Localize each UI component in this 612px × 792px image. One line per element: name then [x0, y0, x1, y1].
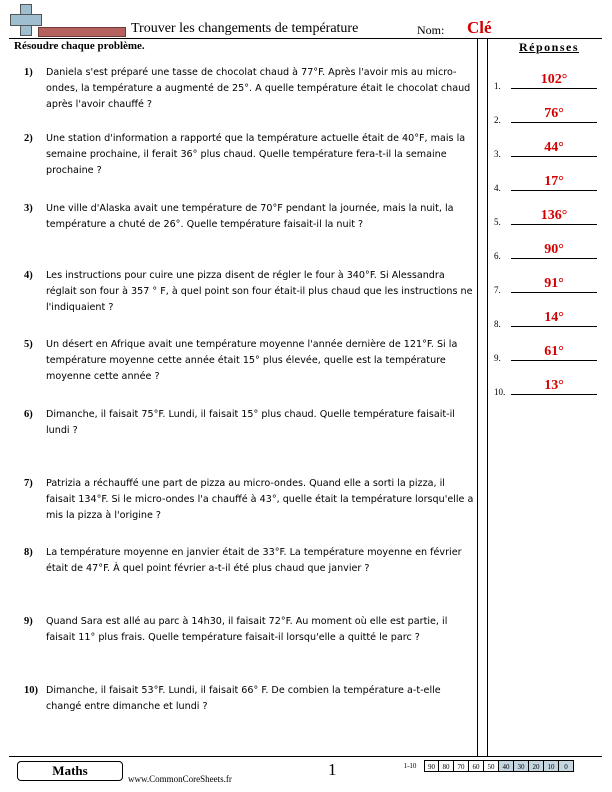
answer-line [511, 394, 597, 395]
answer-value: 91° [544, 276, 564, 291]
question-text: Une ville d'Alaska avait une température de 70°F pendant la journée, mais la nuit, la température a chuté de 26°. Quelle température faisait-il la nuit ? [46, 203, 454, 230]
answer-line [511, 292, 597, 293]
instructions: Résoudre chaque problème. [14, 40, 145, 52]
question-text: Un désert en Afrique avait une température moyenne l'année dernière de 121°F. Si la température moyenne cette année était 15° plus élevée, quelle est la température moyenne cette année ? [46, 339, 458, 382]
question-number: 1) [24, 67, 33, 78]
score-cell: 0 [559, 760, 574, 772]
question-text: Dimanche, il faisait 53°F. Lundi, il faisait 66° F. De combien la température a-t-elle changé entre dimanche et lundi ? [46, 685, 441, 712]
website-link[interactable]: www.CommonCoreSheets.fr [128, 774, 232, 784]
answer-column-divider [477, 38, 478, 756]
question-text: Daniela s'est préparé une tasse de chocolat chaud à 77°F. Après l'avoir mis au micro-ondes, la température a augmenté de 25°. A quelle température était le chocolat chaud après l'avoir chauffé ? [46, 67, 471, 110]
score-cell: 10 [544, 760, 559, 772]
question-text: Une station d'information a rapporté que la température actuelle était de 40°F, mais la semaine prochaine, il ferait 36° plus chaud. Quelle température fera-t-il la semaine prochaine ? [46, 133, 466, 176]
answer-value: 136° [540, 208, 568, 223]
answer-slot [494, 345, 602, 363]
question-number: 5) [24, 339, 33, 350]
question-number: 10) [24, 685, 38, 696]
answer-slot [494, 209, 602, 227]
header-divider [9, 38, 602, 39]
answers-heading: Réponses [519, 40, 580, 54]
question-text: Dimanche, il faisait 75°F. Lundi, il faisait 15° plus chaud. Quelle température faisait-il lundi ? [46, 409, 455, 436]
answer-slot [494, 141, 602, 159]
answer-value: 17° [544, 174, 564, 189]
question-number: 8) [24, 547, 33, 558]
answer-value: 90° [544, 242, 564, 257]
answer-line [511, 224, 597, 225]
question-number: 4) [24, 270, 33, 281]
question-number: 3) [24, 203, 33, 214]
answer-value: 13° [544, 378, 564, 393]
score-cell: 80 [439, 760, 454, 772]
score-cell: 50 [484, 760, 499, 772]
score-scale [396, 760, 574, 772]
page-title: Trouver les changements de température [131, 21, 359, 36]
answer-slot [494, 277, 602, 295]
answer-column-divider-inner [487, 38, 488, 756]
answer-line [511, 326, 597, 327]
score-cell: 90 [424, 760, 439, 772]
footer-divider [9, 756, 602, 757]
answer-slot [494, 243, 602, 261]
answer-line [511, 88, 597, 89]
score-cell: 60 [469, 760, 484, 772]
answer-slot [494, 175, 602, 193]
score-scale-label: 1-10 [403, 762, 417, 770]
answer-number: 10. [494, 387, 506, 397]
answer-value: 44° [544, 140, 564, 155]
question-number: 2) [24, 133, 33, 144]
question-number: 6) [24, 409, 33, 420]
answer-number: 5. [494, 217, 501, 227]
header-decoration-bar [38, 27, 126, 37]
answer-number: 2. [494, 115, 501, 125]
question-text: Les instructions pour cuire une pizza disent de régler le four à 340°F. Si Alessandra réglait son four à 357 ° F, à quel point son four était-il plus chaud que les instructions ne l'indiquaient ? [46, 270, 473, 313]
answer-value: 102° [540, 72, 568, 87]
score-cell: 30 [514, 760, 529, 772]
answer-number: 1. [494, 81, 501, 91]
answer-slot [494, 73, 602, 91]
question-number: 7) [24, 478, 33, 489]
subject-badge: Maths [17, 761, 123, 781]
answer-slot [494, 311, 602, 329]
score-cell: 20 [529, 760, 544, 772]
answer-key-label: Clé [467, 18, 492, 37]
score-cell: 70 [454, 760, 469, 772]
question-number: 9) [24, 616, 33, 627]
answer-number: 9. [494, 353, 501, 363]
score-cell: 40 [499, 760, 514, 772]
answer-number: 7. [494, 285, 501, 295]
answer-slot [494, 107, 602, 125]
answer-line [511, 156, 597, 157]
question-text: La température moyenne en janvier était de 33°F. La température moyenne en février était de 47°F. À quel point février a-t-il été plus chaud que janvier ? [46, 547, 462, 574]
answer-number: 3. [494, 149, 501, 159]
answer-line [511, 190, 597, 191]
page-number: 1 [328, 760, 337, 779]
answer-number: 8. [494, 319, 501, 329]
name-label: Nom: [417, 23, 445, 37]
answer-value: 61° [544, 344, 564, 359]
answer-line [511, 258, 597, 259]
answer-slot [494, 379, 602, 397]
answer-line [511, 360, 597, 361]
answer-value: 14° [544, 310, 564, 325]
question-text: Patrizia a réchauffé une part de pizza au micro-ondes. Quand elle a sorti la pizza, il faisait 134°F. Si le micro-ondes l'a chauffé à 43°, quelle était la température lorsqu'elle a mis la pizza à l'origine ? [46, 478, 474, 521]
answer-number: 4. [494, 183, 501, 193]
answer-value: 76° [544, 106, 564, 121]
answer-line [511, 122, 597, 123]
answer-number: 6. [494, 251, 501, 261]
question-text: Quand Sara est allé au parc à 14h30, il faisait 72°F. Au moment où elle est partie, il faisait 11° plus frais. Quelle température faisait-il lorsqu'elle a quitté le parc ? [46, 616, 448, 643]
